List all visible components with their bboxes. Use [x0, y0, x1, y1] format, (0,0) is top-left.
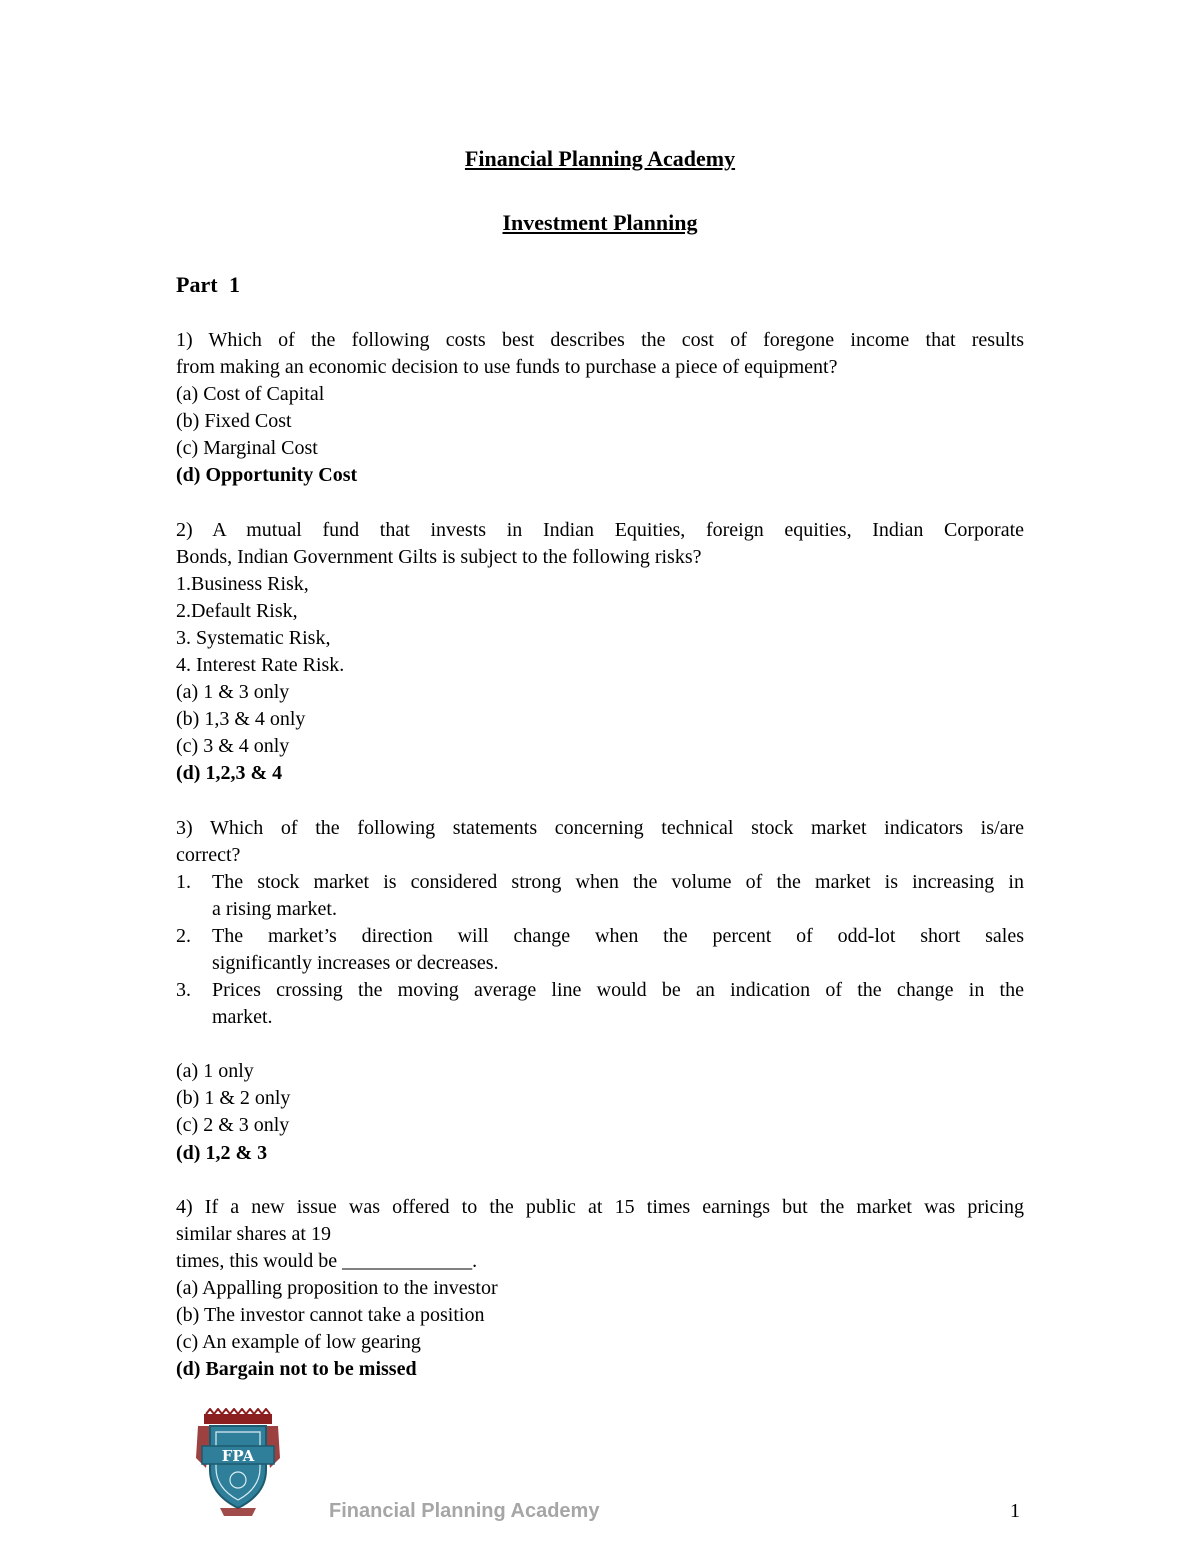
question-2-option-d-answer: (d) 1,2,3 & 4: [176, 762, 283, 785]
question-4-option-b: (b) The investor cannot take a position: [176, 1304, 485, 1326]
question-1-option-d-answer: (d) Opportunity Cost: [176, 464, 358, 487]
question-4-stem-line-3: times, this would be _____________.: [176, 1249, 478, 1272]
question-4: [176, 1194, 1024, 1384]
question-2-option-c: (c) 3 & 4 only: [176, 735, 290, 758]
question-4-option-d-answer: (d) Bargain not to be missed: [176, 1358, 417, 1381]
fpa-logo: [192, 1408, 284, 1520]
statement-text-line-2: market.: [212, 1006, 273, 1029]
question-3-statement-2: [176, 923, 1024, 977]
question-4-option-a: (a) Appalling proposition to the investor: [176, 1276, 498, 1299]
statement-number: 1.: [176, 870, 191, 893]
question-4-stem-line-1: 4) If a new issue was offered to the public at 15 times earnings but the market was pricing: [176, 1195, 1024, 1218]
question-3-option-a: (a) 1 only: [176, 1060, 254, 1083]
question-2: [176, 517, 1024, 788]
questions-body: [176, 327, 1024, 1383]
question-2-stem-line-1: 2) A mutual fund that invests in Indian Equities, foreign equities, Indian Corporate: [176, 518, 1024, 541]
statement-text-line-1: Prices crossing the moving average line would be an indication of the change in the: [212, 979, 1024, 1002]
footer-academy-name: Financial Planning Academy: [329, 1500, 600, 1522]
question-3-statement-3: [176, 977, 1024, 1031]
document-title: Financial Planning Academy: [464, 146, 736, 171]
question-2-risk-2: 2.Default Risk,: [176, 599, 298, 622]
question-3-stem-line-2: correct?: [176, 843, 241, 866]
document-subtitle: Investment Planning: [502, 210, 698, 235]
question-1-option-a: (a) Cost of Capital: [176, 383, 325, 406]
question-3: [176, 815, 1024, 1167]
question-2-risk-3: 3. Systematic Risk,: [176, 626, 331, 649]
question-4-option-c: (c) An example of low gearing: [176, 1331, 421, 1354]
question-2-option-a: (a) 1 & 3 only: [176, 681, 290, 704]
question-3-stem-line-1: 3) Which of the following statements concerning technical stock market indicators is/are: [176, 816, 1024, 839]
question-1-stem-line-1: 1) Which of the following costs best describes the cost of foregone income that results: [176, 329, 1024, 351]
question-4-stem-line-2: similar shares at 19: [176, 1222, 331, 1245]
question-1-option-b: (b) Fixed Cost: [176, 410, 292, 433]
question-3-statement-1: [176, 869, 1024, 923]
question-1: [176, 327, 1024, 490]
statement-number: 2.: [176, 924, 191, 947]
question-3-option-d-answer: (d) 1,2 & 3: [176, 1141, 268, 1164]
fpa-crest-icon: [192, 1408, 284, 1520]
question-1-option-c: (c) Marginal Cost: [176, 437, 318, 460]
statement-text-line-1: The stock market is considered strong when the volume of the market is increasing in: [212, 870, 1024, 893]
logo-text: FPA: [221, 1447, 255, 1465]
page-number: 1: [1010, 1500, 1020, 1522]
question-2-risk-4: 4. Interest Rate Risk.: [176, 654, 345, 677]
statement-text-line-1: The market’s direction will change when the percent of odd-lot short sales: [212, 924, 1024, 947]
question-3-option-b: (b) 1 & 2 only: [176, 1087, 291, 1110]
part-heading: Part 1: [176, 272, 241, 297]
statement-number: 3.: [176, 979, 191, 1002]
question-2-stem-line-2: Bonds, Indian Government Gilts is subject to the following risks?: [176, 545, 702, 568]
statement-text-line-2: a rising market.: [212, 897, 337, 920]
question-1-stem-line-2: from making an economic decision to use funds to purchase a piece of equipment?: [176, 356, 838, 379]
question-2-option-b: (b) 1,3 & 4 only: [176, 708, 306, 731]
statement-text-line-2: significantly increases or decreases.: [212, 951, 499, 974]
question-2-risk-1: 1.Business Risk,: [176, 572, 309, 595]
question-3-option-c: (c) 2 & 3 only: [176, 1114, 290, 1137]
